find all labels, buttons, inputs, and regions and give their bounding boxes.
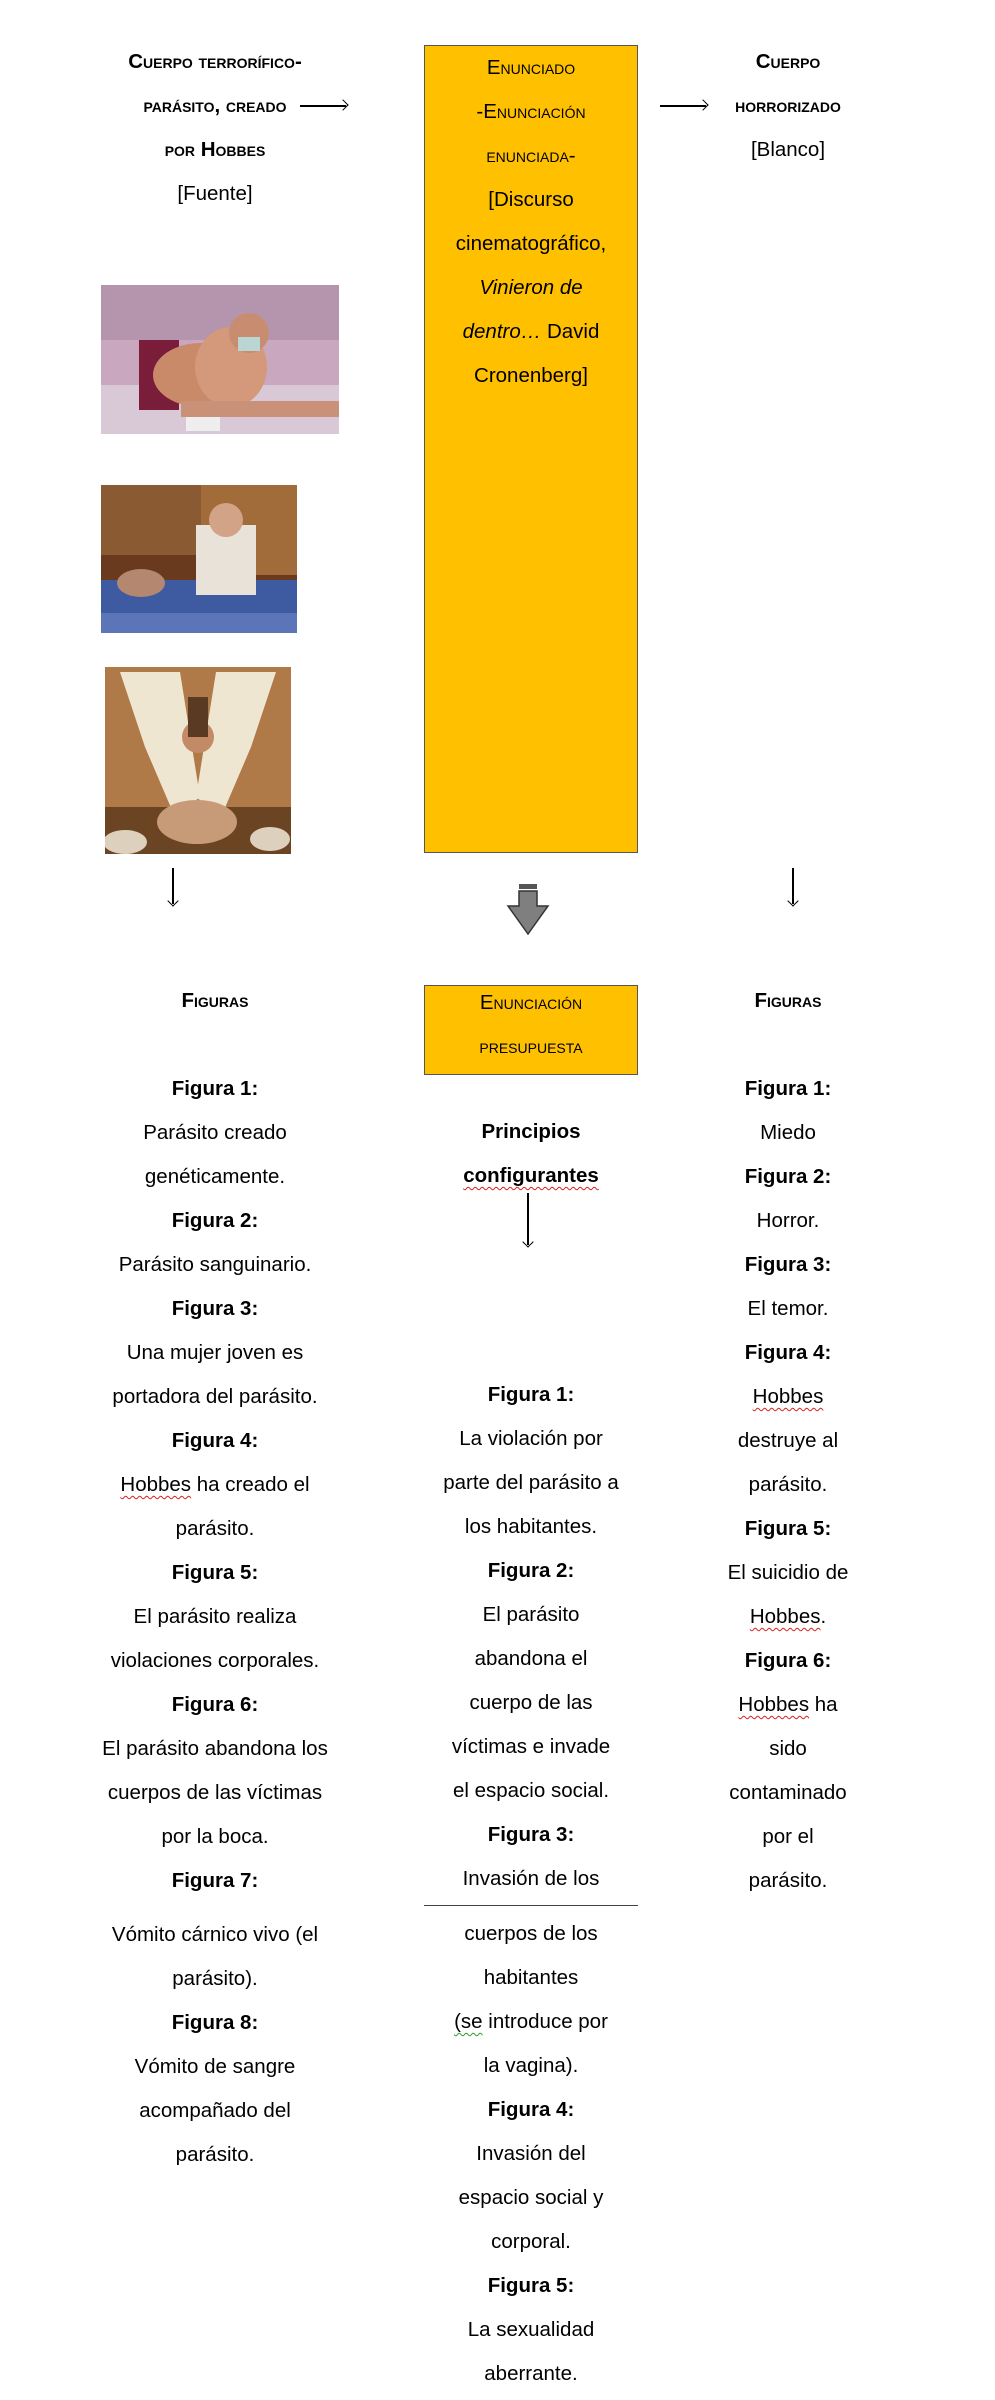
center-figures-list <box>424 1373 638 2396</box>
figure-text: cuerpos de las víctimas <box>107 1781 323 1804</box>
figure-label: Figura 5: <box>171 1561 259 1584</box>
figure-text <box>688 1375 888 1419</box>
figure-text-rest: . <box>820 1605 827 1628</box>
figure-text-rest: introduce por <box>482 2010 608 2033</box>
photo-2-image <box>101 485 297 633</box>
figure-label: Figura 1: <box>171 1077 259 1100</box>
center-header-line: Enunciado <box>486 56 576 79</box>
figure-text: abandona el <box>474 1647 588 1670</box>
figure-text: contaminado <box>729 1781 847 1804</box>
figure-text: el espacio social. <box>452 1779 610 1802</box>
figure-text: La violación por <box>459 1427 603 1450</box>
figure-text: por el <box>762 1825 814 1848</box>
figure-text: cuerpos de los <box>464 1922 598 1945</box>
left-column-header <box>80 40 350 216</box>
figure-text: víctimas e invade <box>451 1735 611 1758</box>
left-header-line: por Hobbes <box>164 138 266 161</box>
figure-text: acompañado del <box>139 2099 291 2122</box>
figure-text: El suicidio de <box>727 1561 849 1584</box>
figure-label: Figura 2: <box>171 1209 259 1232</box>
figure-text: El temor. <box>747 1297 829 1320</box>
figure-label: Figura 2: <box>744 1165 832 1188</box>
down-arrow-icon <box>527 1193 529 1245</box>
right-header-target-label: [Blanco] <box>750 138 826 161</box>
figure-text: destruye al <box>737 1429 839 1452</box>
block-down-arrow-icon <box>504 884 552 944</box>
figure-text: por la boca. <box>161 1825 269 1848</box>
figure-text: los habitantes. <box>464 1515 598 1538</box>
figure-label: Figura 4: <box>171 1429 259 1452</box>
right-section-title: Figuras <box>754 989 822 1012</box>
figure-text: Invasión de los <box>462 1867 600 1890</box>
figure-text: El parásito abandona los <box>102 1737 328 1760</box>
block-arrow-shape <box>504 884 552 938</box>
figure-label: Figura 6: <box>744 1649 832 1672</box>
figure-text: sido <box>769 1737 807 1760</box>
figure-text: parásito. <box>748 1869 828 1892</box>
figure-label: Figura 3: <box>171 1297 259 1320</box>
center-header-line: enunciada- <box>486 144 576 167</box>
figure-text-part: (se <box>454 2010 483 2033</box>
figure-label: Figura 5: <box>744 1517 832 1540</box>
figure-label: Figura 1: <box>487 1383 575 1406</box>
figure-text: El parásito <box>482 1603 580 1626</box>
down-arrow-icon <box>172 868 174 904</box>
figure-text-rest: ha creado el <box>191 1473 310 1496</box>
figure-text: violaciones corporales. <box>110 1649 320 1672</box>
figure-text: Miedo <box>760 1121 816 1144</box>
director-first-name: David <box>541 320 600 343</box>
figure-text: Parásito sanguinario. <box>118 1253 312 1276</box>
photo-1-image <box>101 285 339 434</box>
left-section-title: Figuras <box>181 989 249 1012</box>
figure-text: parásito. <box>175 1517 255 1540</box>
figure-text: Parásito creado <box>143 1121 287 1144</box>
figure-label: Figura 2: <box>487 1559 575 1582</box>
right-arrow-icon <box>300 105 346 107</box>
figure-text: parásito). <box>172 1967 258 1990</box>
left-figures-list <box>80 1067 350 2177</box>
film-still-photo-3 <box>105 667 291 854</box>
principles-line-wrap <box>424 1154 638 1198</box>
figure-text: aberrante. <box>484 2362 578 2385</box>
down-arrow-icon <box>792 868 794 904</box>
photo-3-image <box>105 667 291 854</box>
figure-text: Invasión del <box>476 2142 586 2165</box>
figure-text <box>688 1683 888 1727</box>
enunciacion-presupuesta-box <box>424 985 638 1075</box>
film-title-line: Vinieron de <box>479 276 583 299</box>
figure-text: Vómito cárnico vivo (el <box>111 1923 319 1946</box>
figure-label: Figura 3: <box>744 1253 832 1276</box>
center-section-title-line: Enunciación <box>479 991 583 1014</box>
right-figures-list <box>688 1067 888 1903</box>
figure-text: espacio social y <box>458 2186 604 2209</box>
center-section-title-line: presupuesta <box>479 1035 583 1058</box>
left-header-line: Cuerpo terrorífico- <box>128 50 302 73</box>
figure-text: Vómito de sangre <box>134 2055 296 2078</box>
figure-text: la vagina). <box>483 2054 579 2077</box>
figure-label: Figura 6: <box>171 1693 259 1716</box>
principles-heading <box>424 1110 638 1198</box>
figure-text <box>80 1463 350 1507</box>
figure-text: El parásito realiza <box>133 1605 297 1628</box>
center-header-line <box>425 310 637 354</box>
enunciado-box <box>424 45 638 853</box>
figure-text: portadora del parásito. <box>112 1385 318 1408</box>
figure-text <box>688 1595 888 1639</box>
figure-text-name: Hobbes <box>749 1605 821 1628</box>
figure-label: Figura 1: <box>744 1077 832 1100</box>
figure-text: Horror. <box>756 1209 820 1232</box>
figure-text-rest: ha <box>809 1693 838 1716</box>
divider <box>424 1905 638 1906</box>
figure-label: Figura 4: <box>744 1341 832 1364</box>
principles-line: configurantes <box>463 1164 599 1187</box>
film-still-photo-1 <box>101 285 339 434</box>
figure-label: Figura 4: <box>487 2098 575 2121</box>
figure-label: Figura 7: <box>171 1869 259 1892</box>
figure-text-name: Hobbes <box>752 1385 824 1408</box>
figure-text: Una mujer joven es <box>126 1341 304 1364</box>
figure-label: Figura 8: <box>171 2011 259 2034</box>
figure-text <box>424 2000 638 2044</box>
figure-label: Figura 3: <box>487 1823 575 1846</box>
figure-text-name: Hobbes <box>120 1473 192 1496</box>
film-title-end: dentro… <box>462 320 542 343</box>
figure-text: parásito. <box>748 1473 828 1496</box>
right-header-line: horrorizado <box>735 94 841 117</box>
left-header-source-label: [Fuente] <box>177 182 253 205</box>
figure-text: parásito. <box>175 2143 255 2166</box>
center-header-line: [Discurso <box>488 188 574 211</box>
center-header-line: -Enunciación <box>476 100 586 123</box>
figure-text: genéticamente. <box>144 1165 286 1188</box>
figure-label: Figura 5: <box>487 2274 575 2297</box>
figure-text: parte del parásito a <box>443 1471 619 1494</box>
center-header-line: cinematográfico, <box>455 232 607 255</box>
figure-text: cuerpo de las <box>469 1691 593 1714</box>
figure-text: La sexualidad <box>467 2318 595 2341</box>
right-column-header <box>688 40 888 172</box>
left-header-line: parásito, creado <box>143 94 287 117</box>
film-still-photo-2 <box>101 485 297 633</box>
right-header-line: Cuerpo <box>755 50 821 73</box>
principles-line: Principios <box>481 1120 581 1143</box>
center-header-line: Cronenberg] <box>474 364 588 387</box>
figure-text: habitantes <box>483 1966 579 1989</box>
figure-text-name: Hobbes <box>738 1693 810 1716</box>
figure-text: corporal. <box>491 2230 571 2253</box>
